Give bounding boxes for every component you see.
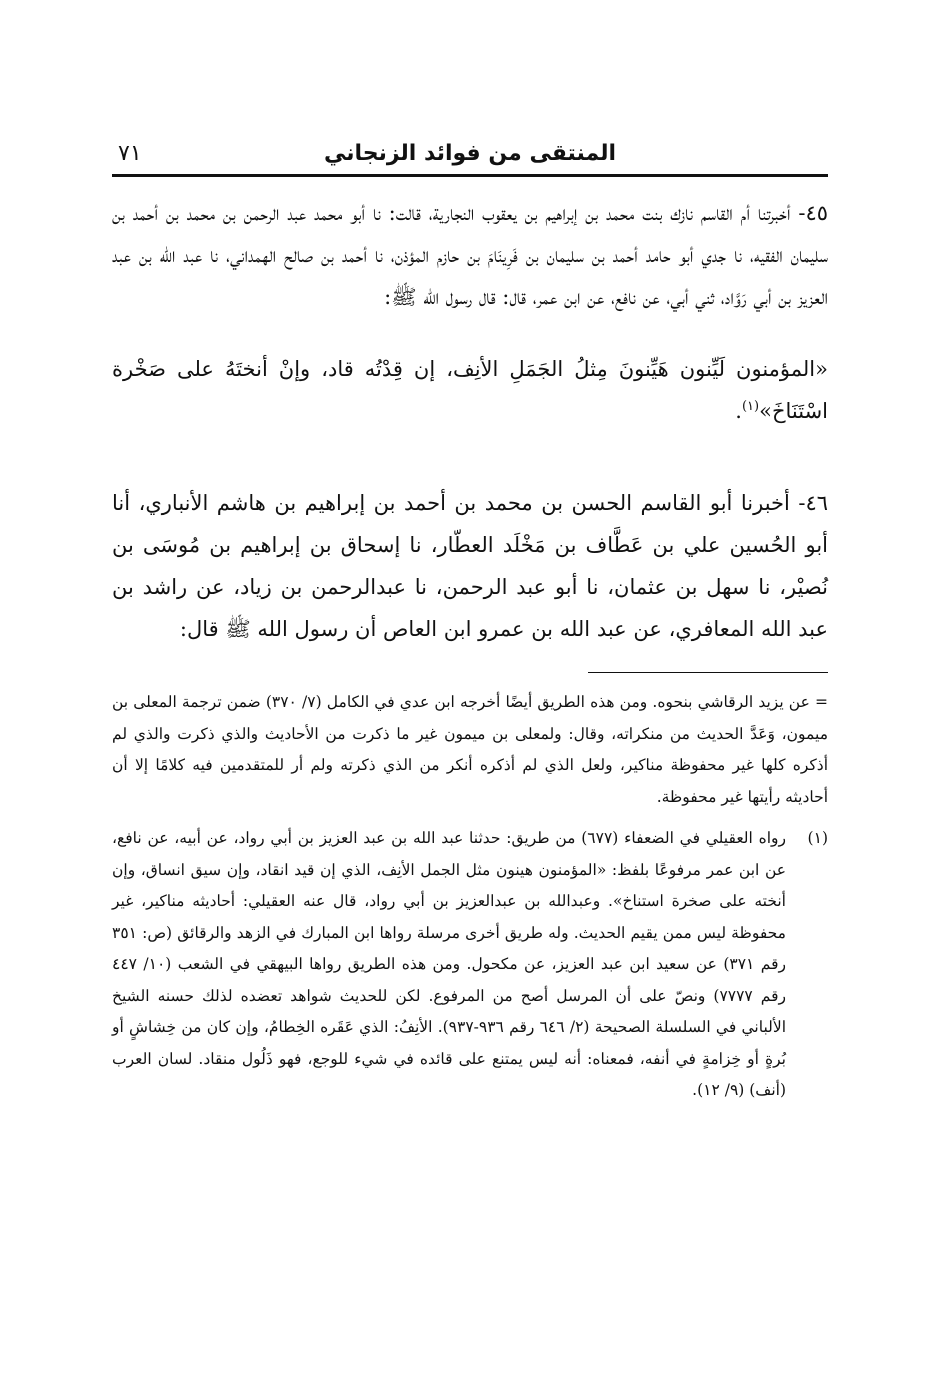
hadith-46-isnad: ٤٦- أخبرنا أبو القاسم الحسن بن محمد بن أحمد بن إبراهيم بن هاشم الأنباري، أنا أبو الحُسين علي بن عَطَّاف بن مَخْلَد العطّار، نا إسحاق بن إبراهيم بن مُوسَى بن نُصيْر، نا سهل بن عثمان، نا أبو عبد الرحمن، نا عبدالرحمن بن زياد، عن راشد بن عبد الله المعافري، عن عبد الله بن عمرو ابن العاص أن رسول الله ﷺ قال:	[112, 491, 828, 641]
hadith-45-quote: «المؤمنون لَيِّنون هَيِّنونَ مِثلُ الجَمَلِ الأنِف، إن قِدْتُه قاد، وإنْ أنختَهُ على صَخْرة اسْتَنَاخَ»	[112, 357, 828, 423]
hadith-45-text	[112, 348, 828, 432]
document-page	[112, 130, 828, 1107]
running-title: المنتقى من فوائد الزنجاني	[323, 141, 617, 166]
footnote-1-marker: (١)	[807, 829, 828, 847]
footnote-reference-1: (١)	[741, 399, 760, 414]
header-rule	[112, 174, 828, 177]
main-text	[112, 192, 828, 650]
page-header	[112, 130, 828, 174]
footnote-1	[112, 823, 828, 1107]
footnote-1-text: رواه العقيلي في الضعفاء (٦٧٧) من طريق: حدثنا عبد الله بن عبد العزيز بن أبي رواد، عن أبيه، عن نافع، عن ابن عمر مرفوعًا بلفظ: «المؤمنون هينون مثل الجمل الأنِف، الذي إن قيد انقاد، وإن سيق انساق، وإن أنخته على صخرة استناخ». وعبدالله بن عبدالعزيز بن أبي رواد، قال عنه العقيلي: أحاديثه مناكير، غير محفوظة ليس ممن يقيم الحديث. وله طريق أخرى مرسلة رواها ابن المبارك في الزهد والرقائق (ص: ٣٥١ رقم ٣٧١) عن سعيد ابن عبد العزيز، عن مكحول. ومن هذه الطريق رواها البيهقي في الشعب (١٠/ ٤٤٧ رقم ٧٧٧٧) ونصّ على أن المرسل أصح من المرفوع. لكن للحديث شواهد تعضده لذلك حسنه الشيخ الألباني في السلسلة الصحيحة (٢/ ٦٤٦ رقم ٩٣٦-٩٣٧). الأنِفُ: الذي عَقَره الخِطامُ، وإن كان من خِشاشٍ أو بُرةٍ أو خِزامةٍ في أنفه، فمعناه: أنه ليس يمتنع على قائده في شيء للوجع، فهو ذَلُول منقاد. لسان العرب (أنف) (٩/ ١٢).	[112, 829, 787, 1099]
footnote-continuation: = عن يزيد الرقاشي بنحوه. ومن هذه الطريق أيضًا أخرجه ابن عدي في الكامل (٧/ ٣٧٠) ضمن ترجمة المعلى بن ميمون، وَعَدَّ الحديث من منكراته، وقال: ولمعلى بن ميمون غير ما ذكرت من الأحاديث والذي ذكرت والذي لم أذكره كلها غير محفوظة مناكير، ولعل الذي لم أذكره أنكر من الذي ذكرته ولم أر للمتقدمين فيه كلامًا إلا أن أحاديثه رأيتها غير محفوظة.	[112, 693, 828, 806]
page-number: ٧١	[118, 141, 142, 166]
hadith-45-end: .	[735, 399, 742, 423]
footnotes	[112, 687, 828, 1107]
hadith-45-isnad: ٤٥- أخبرتنا أم القاسم نازك بنت محمد بن إبراهيم بن يعقوب النجارية، قالت: نا أبو محمد عبد الرحمن بن محمد بن أحمد بن سليمان الفقيه، نا جدي أبو حامد أحمد بن سليمان بن فَرِينَامَ بن حازم المؤذن، نا أحمد بن صالح الهمداني، نا عبد الله بن عبد العزيز بن أبي رَوَّاد، ثني أبي، عن نافع، عن ابن عمر، قال: قال رسول الله ﷺ:	[112, 201, 829, 309]
footnote-separator	[588, 672, 828, 673]
